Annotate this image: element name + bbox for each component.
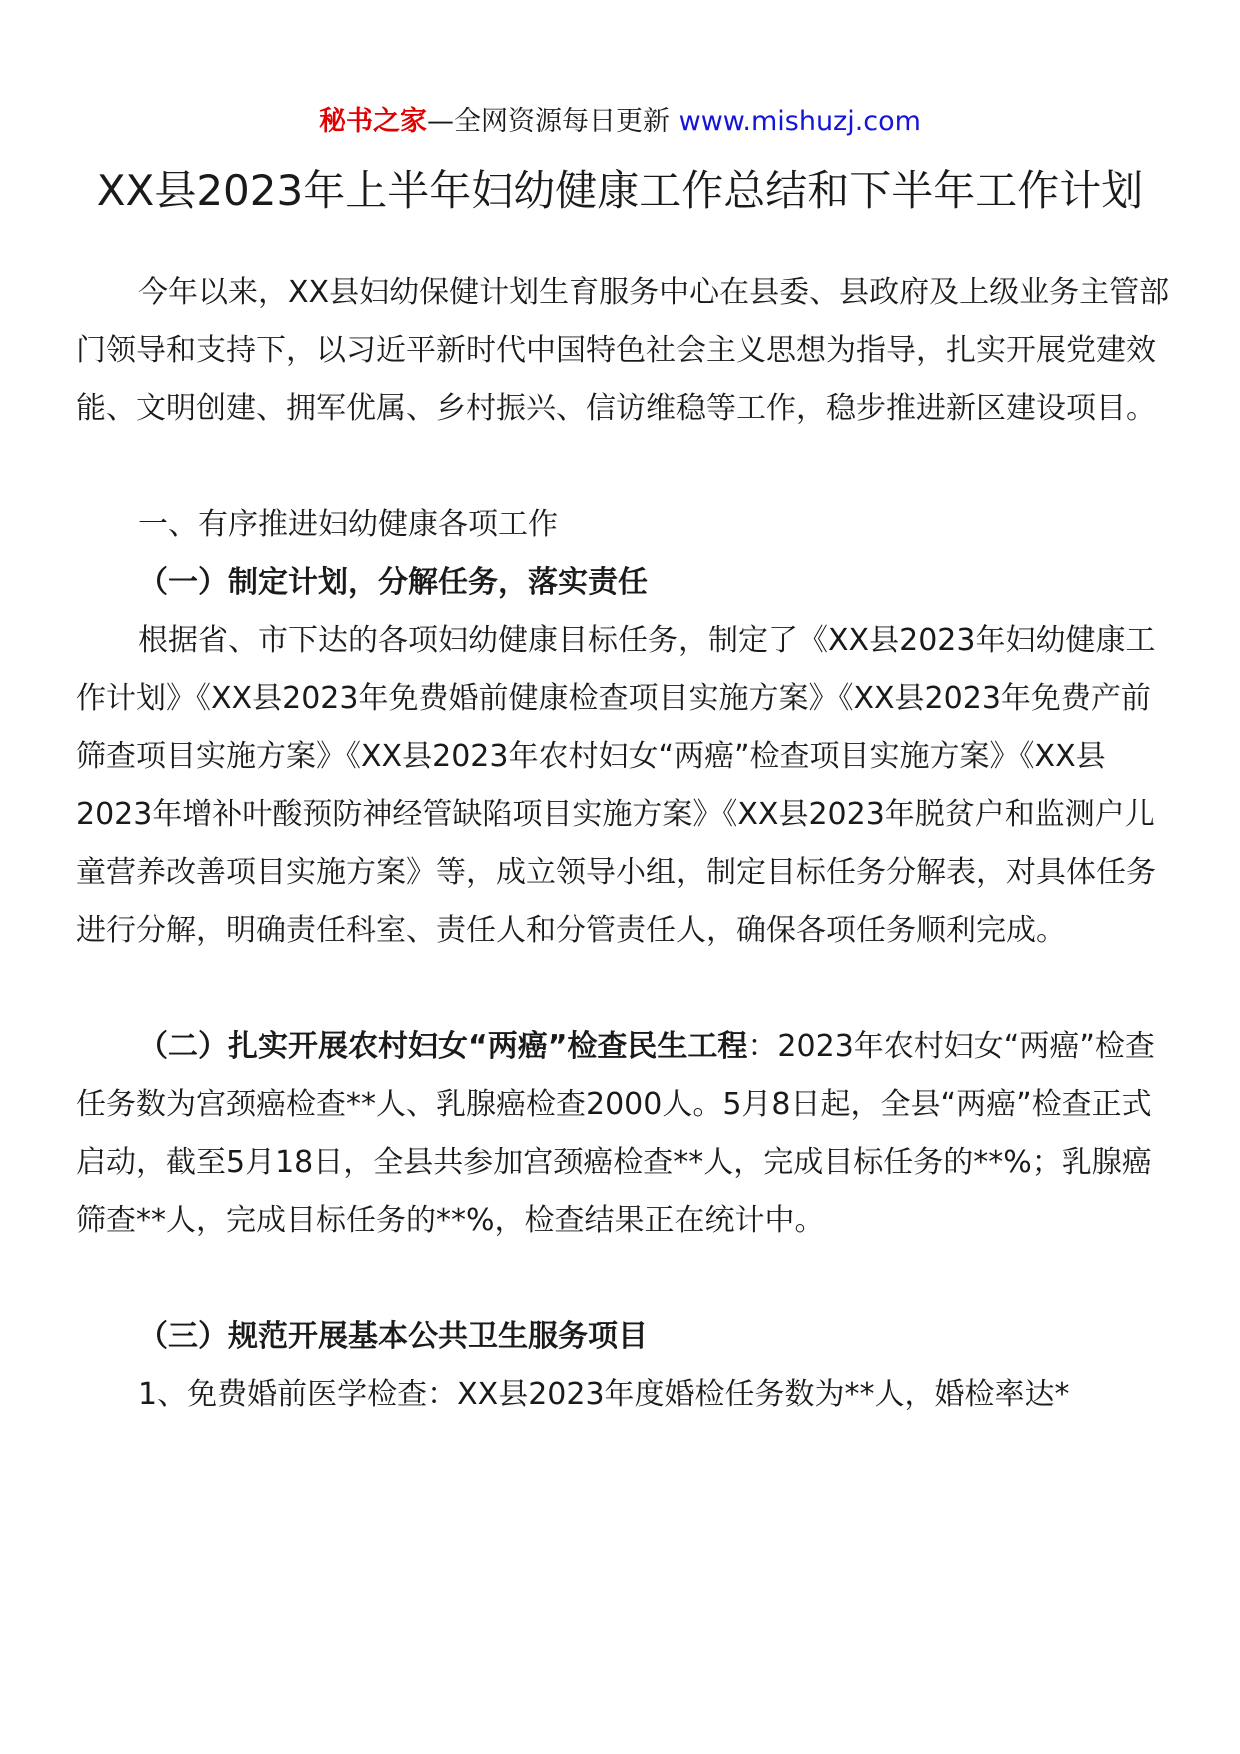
subsection-heading-2: （二）扎实开展农村妇女“两癌”检查民生工程 [138,1029,748,1064]
site-url: www.mishuzj.com [678,106,921,137]
subsection-body-1: 根据省、市下达的各项妇幼健康目标任务，制定了《XX县2023年妇幼健康工作计划》《XX县2023年免费婚前健康检查项目实施方案》《XX县2023年免费产前筛查项目实施方案》《XX县2023年农村妇女“两癌”检查项目实施方案》《XX县2023年增补叶酸预防神经管缺陷项目实施方案》《XX县2023年脱贫户和监测户儿童营养改善项目实施方案》等，成立领导小组，制定目标任务分解表，对具体任务进行分解，明确责任科室、责任人和分管责任人，确保各项任务顺利完成。 [76,623,1156,948]
list-item-1: 1、免费婚前医学检查：XX县2023年度婚检任务数为**人，婚检率达* [138,1377,1070,1412]
brand-name: 秘书之家 [319,106,428,137]
subsection-2 [76,1018,1180,1250]
intro-paragraph: 今年以来，XX县妇幼保健计划生育服务中心在县委、县政府及上级业务主管部门领导和支持下，以习近平新时代中国特色社会主义思想为指导，扎实开展党建效能、文明创建、拥军优属、乡村振兴、信访维稳等工作，稳步推进新区建设项目。 [76,275,1170,426]
document-title: XX县2023年上半年妇幼健康工作总结和下半年工作计划 [96,166,1144,215]
subsection-body-2: ：2023年农村妇女“两癌”检查任务数为宫颈癌检查**人、乳腺癌检查2000人。5月8日起，全县“两癌”检查正式启动，截至5月18日，全县共参加宫颈癌检查**人，完成目标任务的**%；乳腺癌筛查**人，完成目标任务的**%，检查结果正在统计中。 [76,1029,1155,1238]
header-tagline: —全网资源每日更新 [427,106,679,137]
watermark-header [0,102,1240,142]
subsection-heading-1: （一）制定计划，分解任务，落实责任 [138,565,648,600]
subsection-heading-3: （三）规范开展基本公共卫生服务项目 [138,1319,648,1354]
section-heading-1: 一、有序推进妇幼健康各项工作 [138,507,558,542]
